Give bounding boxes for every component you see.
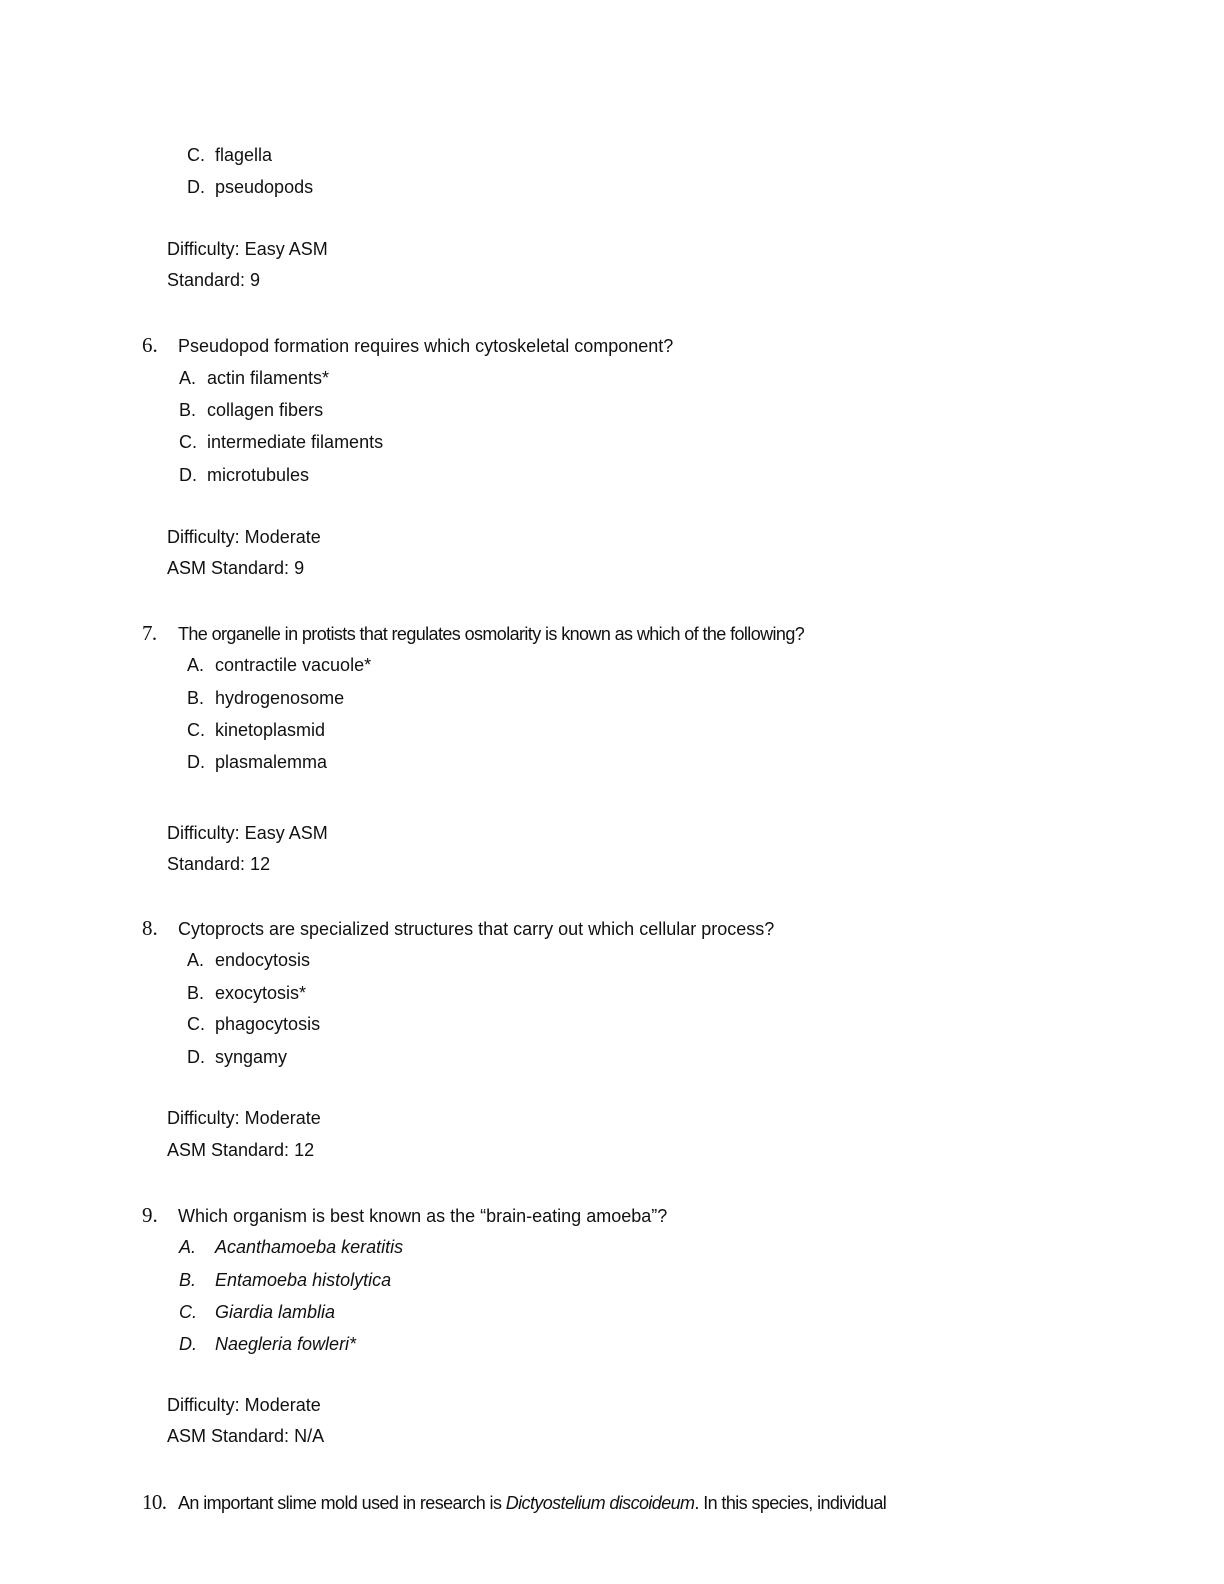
standard-label: ASM Standard: N/A [167, 1426, 325, 1446]
option-text: hydrogenosome [215, 688, 345, 708]
difficulty-label: Difficulty: Moderate [167, 527, 321, 547]
option-text: plasmalemma [215, 752, 328, 772]
option-letter: B. [179, 1270, 197, 1290]
option-text: Acanthamoeba keratitis [215, 1237, 404, 1257]
option-b [187, 687, 344, 709]
species-name: Dictyostelium discoideum [505, 1493, 695, 1513]
question-number: 10. [142, 1490, 167, 1514]
option-c [187, 144, 272, 166]
option-text: contractile vacuole* [215, 655, 372, 675]
option-text: syngamy [215, 1047, 288, 1067]
option-text: microtubules [207, 465, 310, 485]
option-text: kinetoplasmid [215, 720, 326, 740]
difficulty-label: Difficulty: Easy ASM [167, 239, 328, 259]
standard-label: ASM Standard: 12 [167, 1140, 315, 1160]
option-c [187, 719, 325, 741]
standard-label: Standard: 9 [167, 270, 261, 290]
option-a [179, 1236, 403, 1258]
option-text: Giardia lamblia [215, 1302, 336, 1322]
option-letter: B. [187, 688, 205, 708]
option-a [187, 949, 310, 971]
option-text: intermediate filaments [207, 432, 384, 452]
option-letter: B. [187, 983, 205, 1003]
option-letter: C. [187, 1014, 205, 1034]
option-text: actin filaments* [207, 368, 330, 388]
question-7 [142, 622, 804, 645]
option-letter: D. [187, 1047, 205, 1067]
option-letter: C. [187, 720, 205, 740]
standard-label: ASM Standard: 9 [167, 558, 305, 578]
question-text: The organelle in protists that regulates osmolarity is known as which of the following? [178, 624, 805, 644]
option-letter: B. [179, 400, 197, 420]
option-text: flagella [215, 145, 273, 165]
question-text-continued: . In this species, individual [694, 1493, 887, 1513]
question-9 [142, 1204, 667, 1227]
question-number: 9. [142, 1203, 158, 1227]
option-letter: C. [187, 145, 205, 165]
difficulty-label: Difficulty: Moderate [167, 1395, 321, 1415]
option-letter: C. [179, 1302, 197, 1322]
option-letter: A. [179, 1237, 197, 1257]
option-text: Entamoeba histolytica [215, 1270, 392, 1290]
question-6 [142, 334, 673, 357]
question-10 [142, 1491, 886, 1514]
question-number: 6. [142, 333, 158, 357]
option-letter: C. [179, 432, 197, 452]
option-d [179, 1333, 356, 1355]
option-d [179, 464, 309, 486]
option-a [179, 367, 329, 389]
option-d [187, 751, 327, 773]
question-text: Cytoprocts are specialized structures that carry out which cellular process? [178, 919, 775, 939]
option-b [179, 399, 323, 421]
option-letter: D. [179, 1334, 197, 1354]
question-8 [142, 917, 774, 940]
question-text: Pseudopod formation requires which cytoskeletal component? [178, 336, 674, 356]
option-c [179, 1301, 335, 1323]
option-letter: A. [179, 368, 197, 388]
question-text: An important slime mold used in research is [178, 1493, 506, 1513]
option-letter: D. [187, 177, 205, 197]
option-c [179, 431, 383, 453]
question-text: Which organism is best known as the “brain-eating amoeba”? [178, 1206, 668, 1226]
option-text: exocytosis* [215, 983, 307, 1003]
standard-label: Standard: 12 [167, 854, 271, 874]
option-c [187, 1013, 320, 1035]
option-letter: A. [187, 950, 205, 970]
difficulty-label: Difficulty: Moderate [167, 1108, 321, 1128]
option-b [187, 982, 306, 1004]
option-d [187, 176, 313, 198]
question-number: 7. [142, 621, 157, 645]
option-b [179, 1269, 391, 1291]
option-text: endocytosis [215, 950, 311, 970]
option-d [187, 1046, 287, 1068]
option-letter: A. [187, 655, 205, 675]
option-letter: D. [179, 465, 197, 485]
question-number: 8. [142, 916, 158, 940]
option-text: Naegleria fowleri* [215, 1334, 357, 1354]
option-text: phagocytosis [215, 1014, 321, 1034]
option-a [187, 654, 371, 676]
option-text: collagen fibers [207, 400, 324, 420]
option-text: pseudopods [215, 177, 314, 197]
option-letter: D. [187, 752, 205, 772]
difficulty-label: Difficulty: Easy ASM [167, 823, 328, 843]
